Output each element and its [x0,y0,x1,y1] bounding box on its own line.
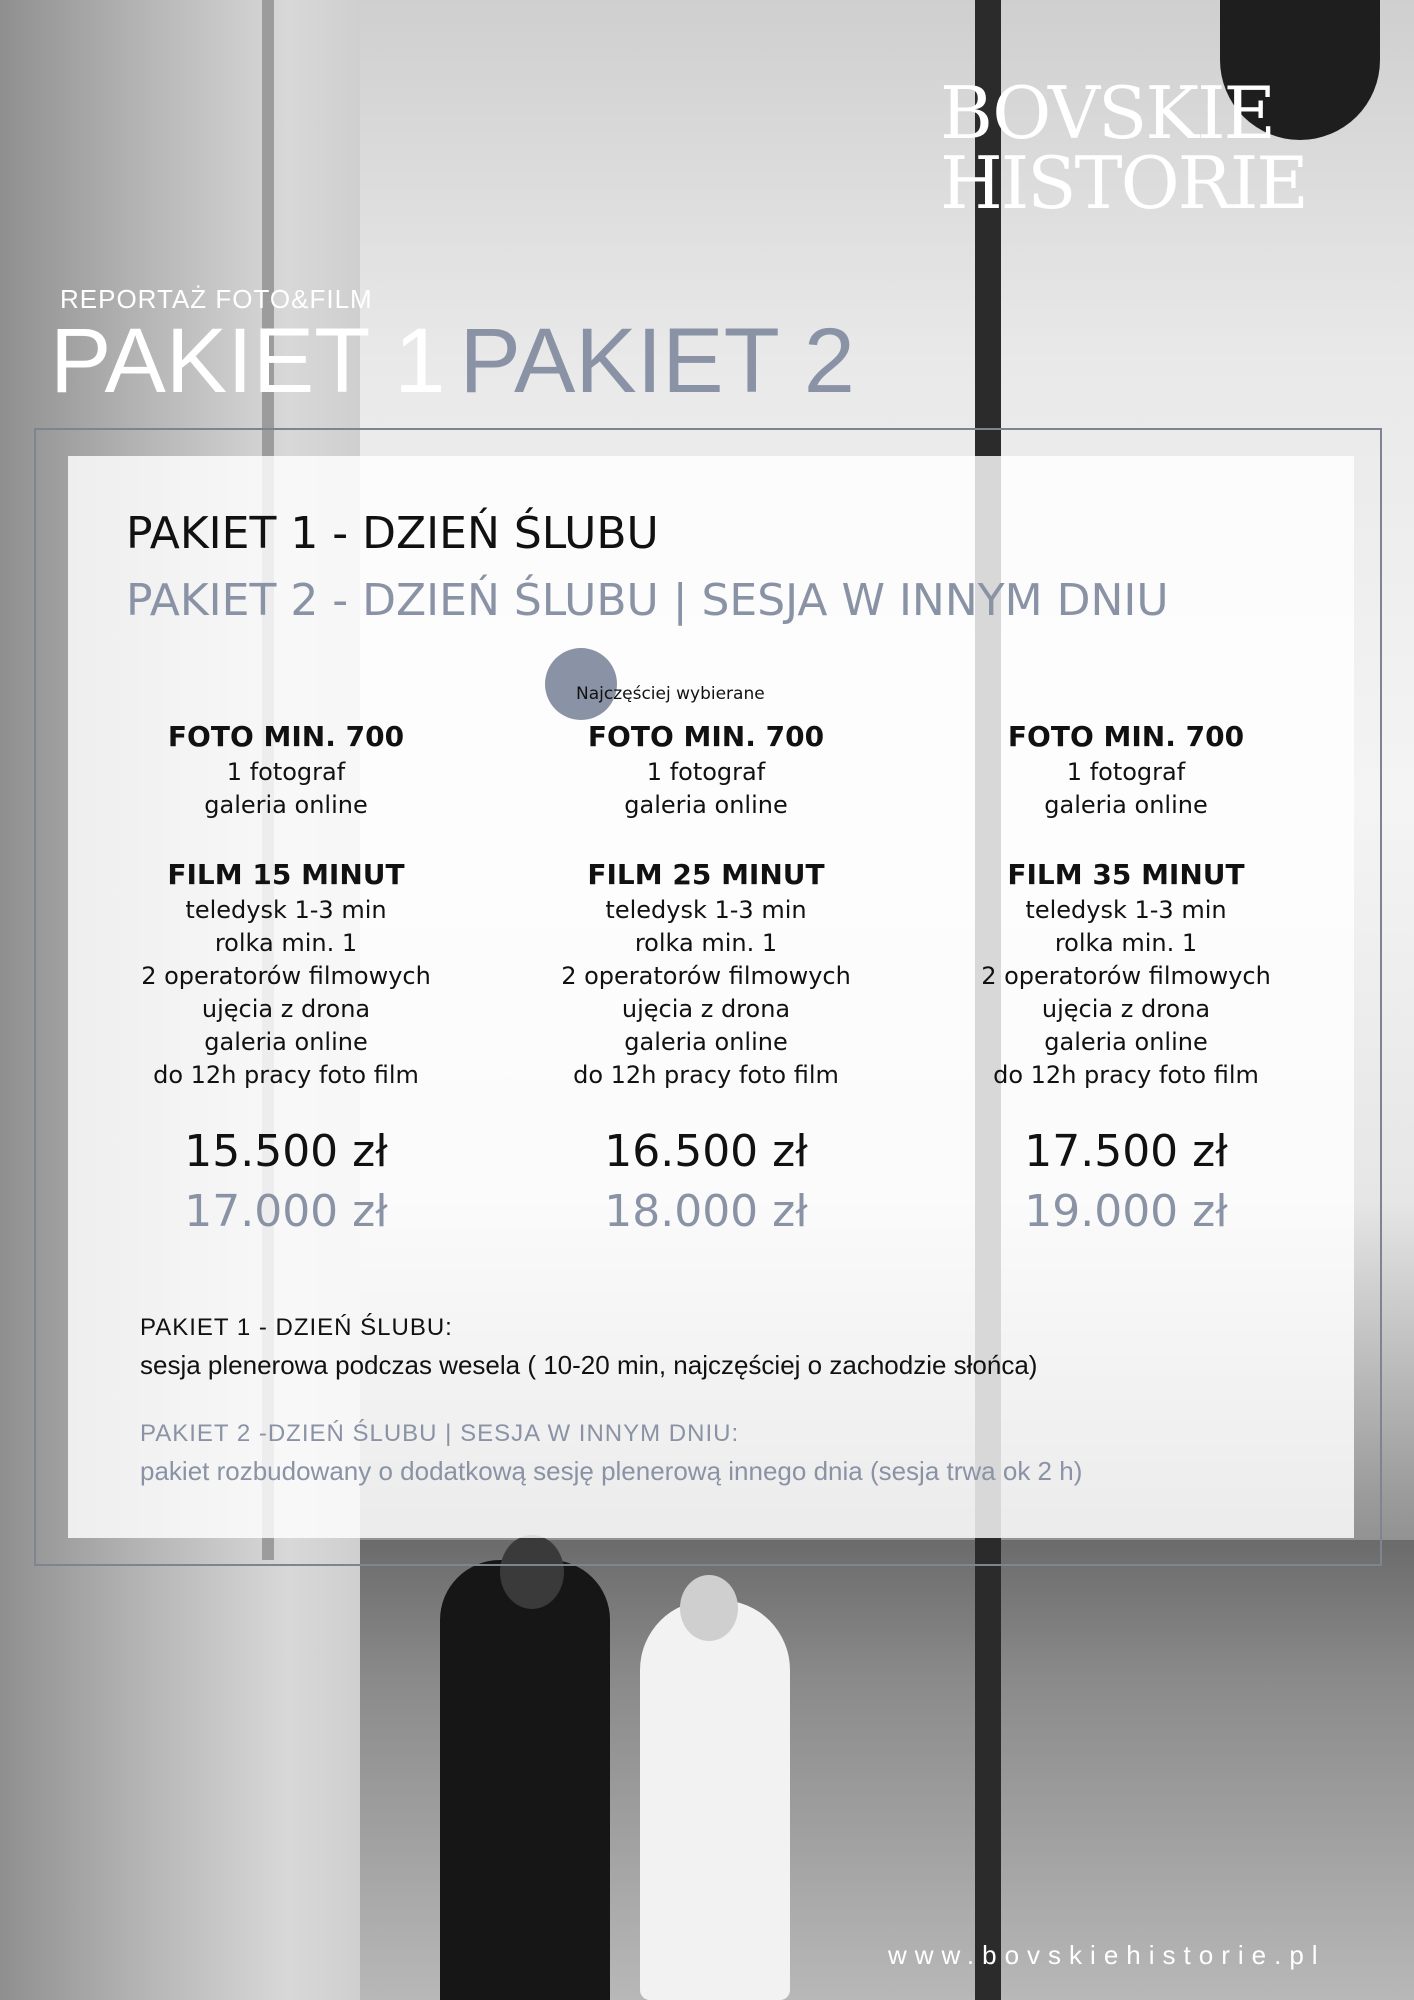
film-item: ujęcia z drona [201,995,371,1023]
bride-figure [640,1600,790,2000]
film-item: teledysk 1-3 min [1025,896,1227,924]
film-item: do 12h pracy foto film [993,1061,1259,1089]
panel-title-pakiet-1: PAKIET 1 - DZIEŃ ŚLUBU [126,508,659,559]
film-item: galeria online [624,1028,788,1056]
website-link[interactable]: www.bovskiehistorie.pl [888,1940,1326,1970]
foto-title: FOTO MIN. 700 [167,720,405,753]
film-item: rolka min. 1 [214,929,358,957]
package-column-3 [916,718,1336,1242]
film-title: FILM 15 MINUT [167,858,405,891]
spacer [496,822,916,856]
note-pakiet-1 [140,1310,1037,1384]
foto-item: 1 fotograf [226,758,346,786]
logo-line-2: HISTORIE [940,141,1307,225]
foto-item: galeria online [204,791,368,819]
film-item: ujęcia z drona [621,995,791,1023]
logo-line-1: BOVSKIE [940,71,1275,155]
film-item: ujęcia z drona [1041,995,1211,1023]
film-title: FILM 25 MINUT [587,858,825,891]
film-item: teledysk 1-3 min [185,896,387,924]
price-pakiet-1: 15.500 zł [184,1126,388,1177]
foto-title: FOTO MIN. 700 [1007,720,1245,753]
note-description: sesja plenerowa podczas wesela ( 10-20 min, najczęściej o zachodzie słońca) [140,1350,1038,1380]
page-headline [50,306,855,416]
page-subtitle: REPORTAŻ FOTO&FILM [60,284,373,314]
price-pakiet-1: 16.500 zł [604,1126,808,1177]
foto-item: 1 fotograf [646,758,766,786]
price-pakiet-2: 18.000 zł [604,1186,808,1237]
headline-pakiet-2: PAKIET 2 [459,310,855,412]
bride-head [680,1575,738,1641]
price-pakiet-2: 19.000 zł [1024,1186,1228,1237]
note-pakiet-2 [140,1416,1082,1490]
foto-title: FOTO MIN. 700 [587,720,825,753]
price-pakiet-1: 17.500 zł [1024,1126,1228,1177]
foto-item: galeria online [624,791,788,819]
price-pakiet-2: 17.000 zł [184,1186,388,1237]
foto-item: galeria online [1044,791,1208,819]
note-title: PAKIET 1 - DZIEŃ ŚLUBU: [140,1314,453,1341]
film-item: galeria online [204,1028,368,1056]
film-item: galeria online [1044,1028,1208,1056]
note-description: pakiet rozbudowany o dodatkową sesję plenerową innego dnia (sesja trwa ok 2 h) [140,1456,1083,1486]
film-item: do 12h pracy foto film [153,1061,419,1089]
package-column-2 [496,718,916,1242]
spacer [916,822,1336,856]
headline-pakiet-1: PAKIET 1 [50,310,446,412]
film-item: rolka min. 1 [1054,929,1198,957]
film-item: do 12h pracy foto film [573,1061,839,1089]
brand-logo [940,71,1320,225]
spacer [76,822,496,856]
foto-item: 1 fotograf [1066,758,1186,786]
package-column-1 [76,718,496,1242]
film-item: teledysk 1-3 min [605,896,807,924]
note-title: PAKIET 2 -DZIEŃ ŚLUBU | SESJA W INNYM DNIU: [140,1420,740,1447]
film-item: 2 operatorów filmowych [141,962,431,990]
film-item: 2 operatorów filmowych [561,962,851,990]
most-chosen-badge: Najczęściej wybierane [576,684,765,704]
film-item: rolka min. 1 [634,929,778,957]
groom-figure [440,1560,610,2000]
panel-title-pakiet-2: PAKIET 2 - DZIEŃ ŚLUBU | SESJA W INNYM DNIU [126,575,1169,626]
film-title: FILM 35 MINUT [1007,858,1245,891]
film-item: 2 operatorów filmowych [981,962,1271,990]
